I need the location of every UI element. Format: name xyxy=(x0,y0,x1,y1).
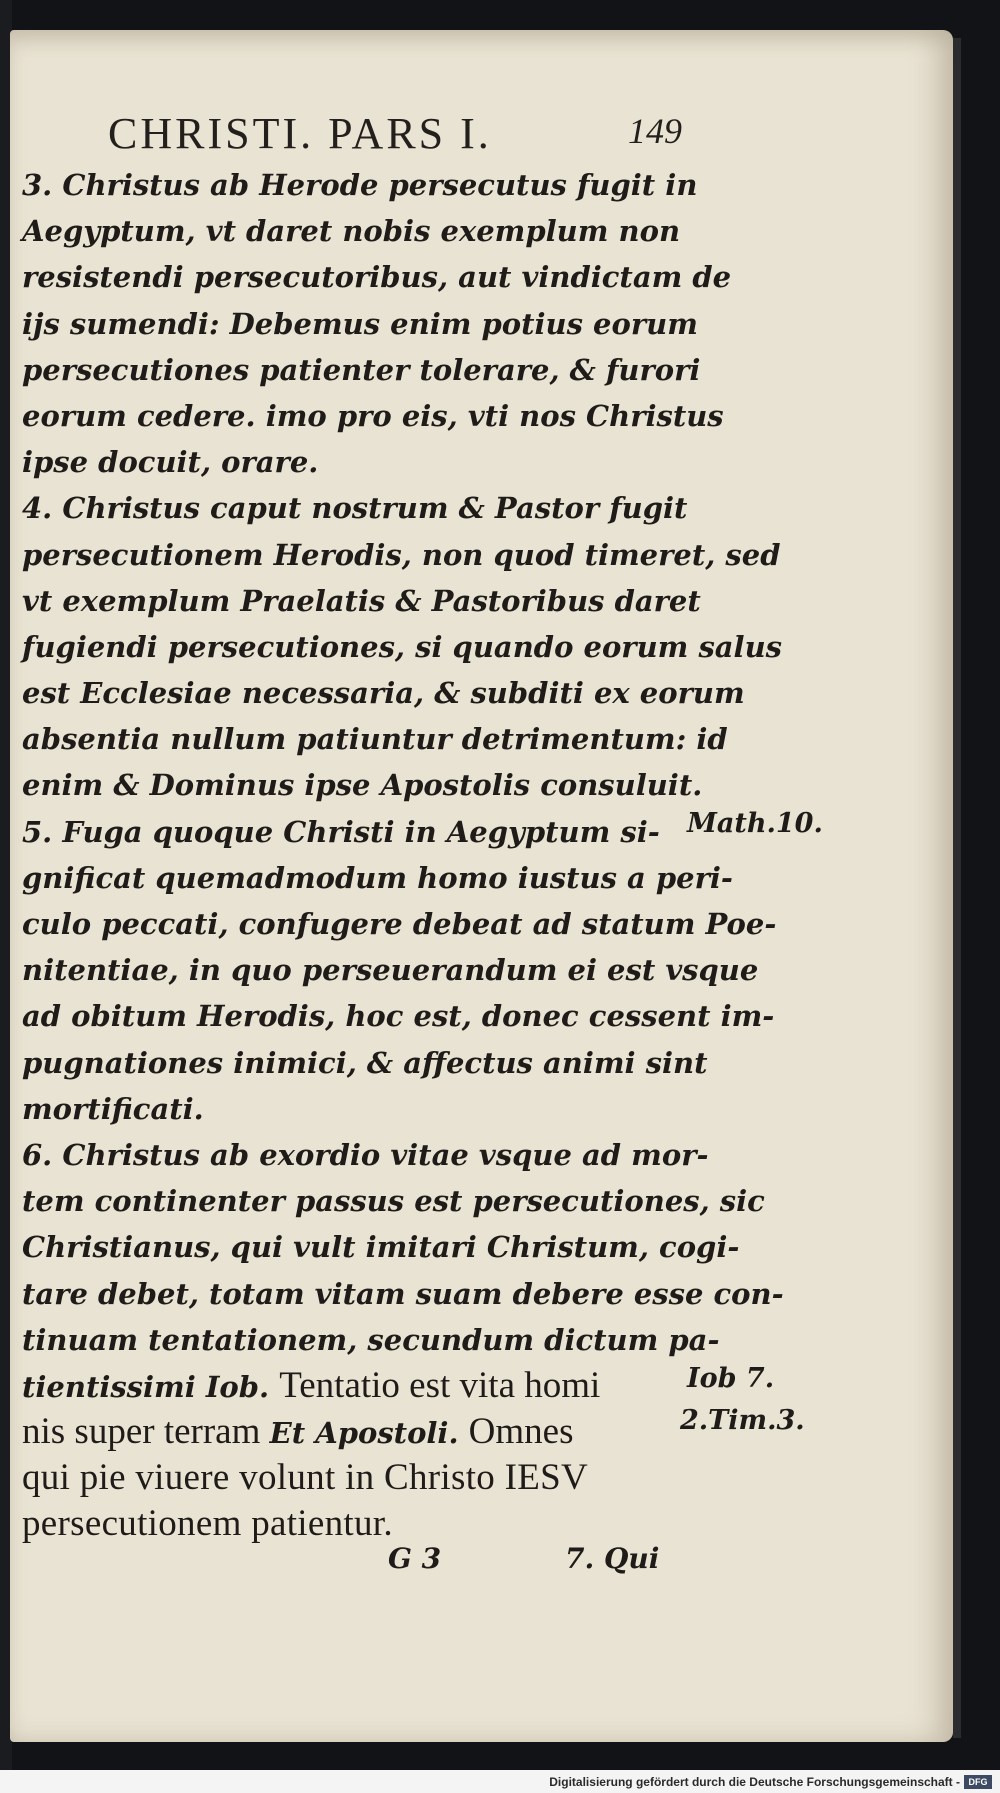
page-number: 149 xyxy=(628,111,682,151)
text-span-italic: Et Apostoli. xyxy=(269,1416,469,1451)
text-line: gnificat quemadmodum homo iustus a peri- xyxy=(22,860,733,895)
page-header xyxy=(108,108,708,158)
text-line: eorum cedere. imo pro eis, vti nos Christus xyxy=(22,398,724,433)
catchword: 7. Qui xyxy=(565,1542,660,1575)
signature-mark: G 3 xyxy=(388,1542,442,1575)
text-line: absentia nullum patiuntur detrimentum: id xyxy=(22,722,728,757)
text-line: tinuam tentationem, secundum dictum pa- xyxy=(22,1322,720,1357)
text-line: mortificati. xyxy=(22,1091,204,1126)
text-line: 4. Christus caput nostrum & Pastor fugit xyxy=(22,491,688,526)
text-line: Aegyptum, vt daret nobis exemplum non xyxy=(22,214,681,249)
page-edge xyxy=(953,38,961,1738)
text-line: vt exemplum Praelatis & Pastoribus daret xyxy=(22,583,701,618)
text-line: resistendi persecutoribus, aut vindictam de xyxy=(22,260,732,295)
text-line: nitentiae, in quo perseuerandum ei est vsque xyxy=(22,953,759,988)
marginal-note: Iob 7. xyxy=(687,1363,775,1394)
text-line: tem continenter passus est persecutiones, sic xyxy=(22,1184,765,1219)
text-line: persecutionem Herodis, non quod timeret, sed xyxy=(22,537,781,572)
text-line: ijs sumendi: Debemus enim potius eorum xyxy=(22,306,698,341)
text-line: persecutionem patientur. xyxy=(22,1503,393,1545)
running-head: CHRISTI. PARS I. xyxy=(108,109,492,158)
text-line-mixed xyxy=(22,1409,682,1455)
text-line: culo peccati, confugere debeat ad statum Poe- xyxy=(22,907,777,941)
digitization-credit: Digitalisierung gefördert durch die Deutsche Forschungsgemeinschaft - xyxy=(549,1775,960,1789)
marginal-note: 2.Tim.3. xyxy=(680,1405,805,1436)
text-line: Christianus, qui vult imitari Christum, cogi- xyxy=(22,1230,740,1265)
text-line: 6. Christus ab exordio vitae vsque ad mor- xyxy=(22,1137,709,1172)
text-span-roman: Tentatio est vita homi xyxy=(279,1364,601,1406)
text-line: ad obitum Herodis, hoc est, donec cessent im- xyxy=(22,999,775,1034)
text-line-mixed xyxy=(22,1363,682,1409)
text-line: enim & Dominus ipse Apostolis consuluit. xyxy=(22,768,703,803)
text-line: persecutiones patienter tolerare, & furori xyxy=(22,352,701,387)
marginal-note: Math.10. xyxy=(687,808,823,839)
text-line: tare debet, totam vitam suam debere esse con- xyxy=(22,1276,784,1311)
dfg-logo: DFG xyxy=(964,1775,992,1789)
text-span-roman: Omnes xyxy=(468,1411,574,1453)
text-line: fugiendi persecutiones, si quando eorum salus xyxy=(22,629,782,664)
text-line: pugnationes inimici, & affectus animi sint xyxy=(22,1045,708,1080)
text-span-roman: nis super terram xyxy=(22,1411,270,1453)
text-line: ipse docuit, orare. xyxy=(22,445,319,480)
text-line: qui pie viuere volunt in Christo IESV xyxy=(22,1457,589,1499)
text-line: 3. Christus ab Herode persecutus fugit in xyxy=(22,168,698,202)
text-line: 5. Fuga quoque Christi in Aegyptum si- xyxy=(22,814,660,849)
text-line: est Ecclesiae necessaria, & subditi ex eorum xyxy=(22,676,745,711)
text-span-italic: tientissimi Iob. xyxy=(22,1369,280,1404)
